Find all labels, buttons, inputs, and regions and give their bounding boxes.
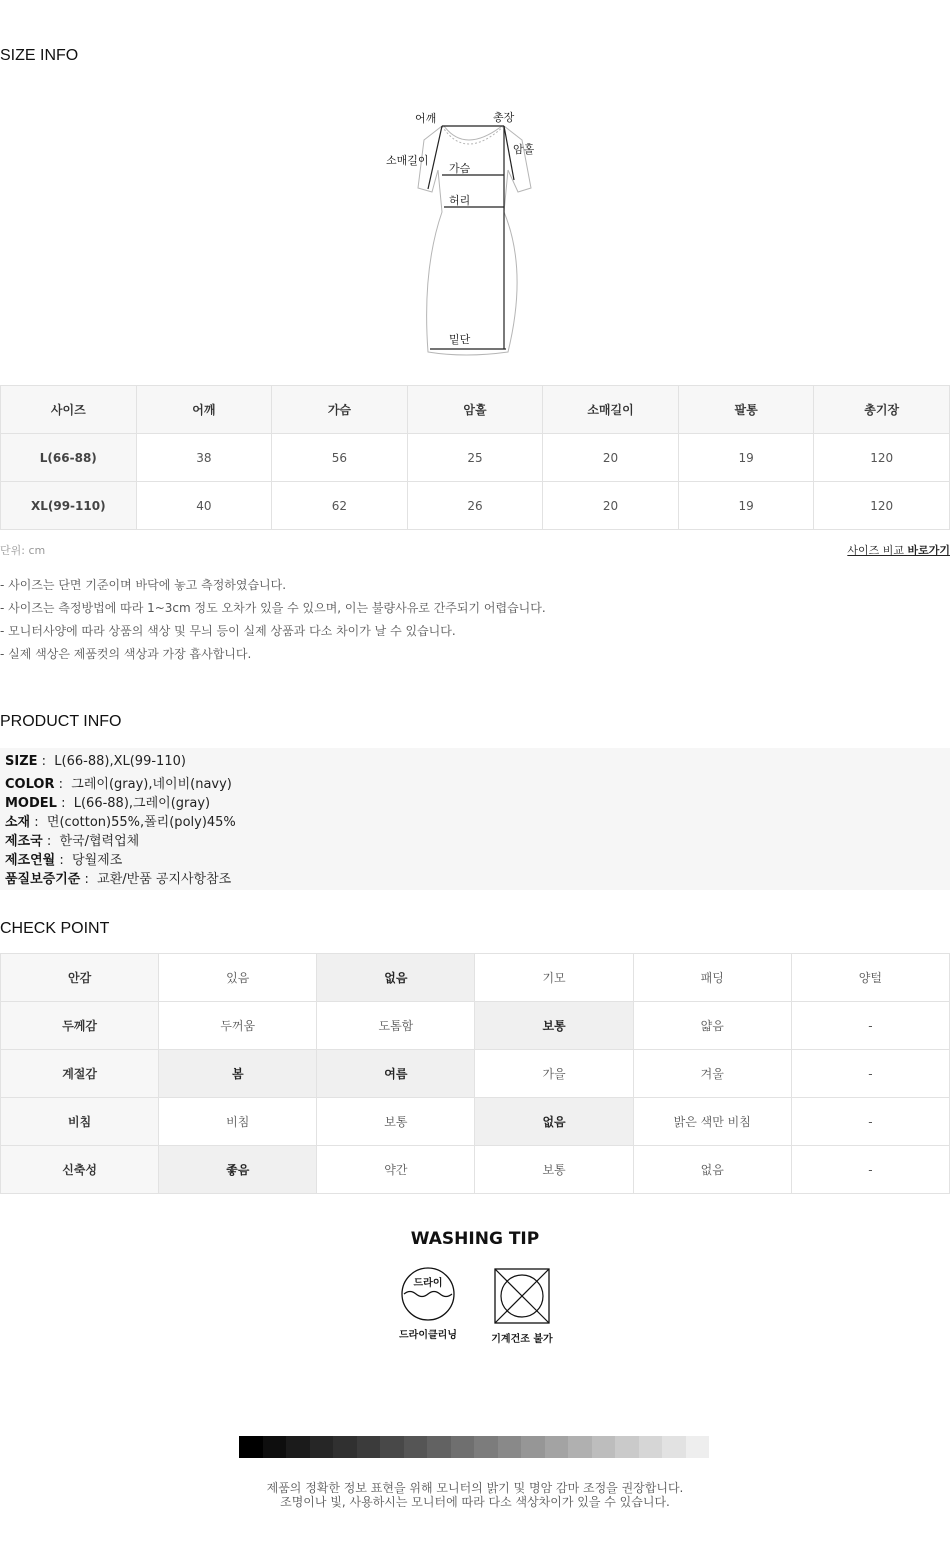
size-note: - 사이즈는 측정방법에 따라 1~3cm 정도 오차가 있을 수 있으며, 이는 불량사유로 간주되기 어렵습니다.	[0, 601, 546, 615]
diagram-label-sleeve: 소매길이	[386, 154, 429, 167]
size-table	[0, 385, 950, 530]
size-header-cell: 사이즈	[1, 386, 137, 434]
footnote-line: 조명이나 빛, 사용하시는 모니터에 따라 다소 색상차이가 있을 수 있습니다.	[280, 1495, 670, 1509]
grayscale-swatch	[521, 1436, 545, 1458]
no-tumble-dry-caption: 기계건조 불가	[491, 1334, 553, 1345]
size-header-cell: 소매길이	[543, 386, 679, 434]
check-option: -	[791, 1002, 949, 1050]
product-info-row: 소재 : 면(cotton)55%,폴리(poly)45%	[5, 815, 236, 830]
product-info-box	[0, 748, 950, 890]
dress-outline-icon	[380, 100, 550, 362]
product-info-value: 교환/반품 공지사항참조	[97, 872, 232, 887]
diagram-label-shoulder: 어깨	[415, 112, 437, 125]
product-info-value: L(66-88),XL(99-110)	[54, 754, 186, 769]
size-unit-label: 단위: cm	[0, 544, 46, 557]
check-row-label: 신축성	[1, 1146, 159, 1194]
check-row-label: 비침	[1, 1098, 159, 1146]
size-notes	[0, 574, 546, 666]
check-point-title: CHECK POINT	[0, 920, 110, 937]
product-info-label: 소재	[5, 815, 31, 830]
grayscale-calibration-bar	[239, 1436, 709, 1458]
size-compare-link-text: 사이즈 비교	[847, 544, 904, 557]
diagram-label-hem: 밑단	[449, 333, 471, 346]
size-compare-link[interactable]	[847, 542, 950, 558]
grayscale-swatch	[592, 1436, 616, 1458]
grayscale-swatch	[404, 1436, 428, 1458]
size-cell: 40	[136, 482, 272, 530]
product-info-row: 품질보증기준 : 교환/반품 공지사항참조	[5, 872, 232, 887]
product-info-label: MODEL	[5, 796, 57, 811]
size-cell: 25	[407, 434, 543, 482]
grayscale-swatch	[451, 1436, 475, 1458]
table-row	[1, 1146, 950, 1194]
check-option: 약간	[317, 1146, 475, 1194]
product-info-row: SIZE : L(66-88),XL(99-110)	[5, 754, 186, 769]
product-info-label: 품질보증기준	[5, 872, 81, 887]
grayscale-swatch	[239, 1436, 263, 1458]
size-note: - 모니터사양에 따라 상품의 색상 및 무늬 등이 실제 상품과 다소 차이가 날 수 있습니다.	[0, 624, 456, 638]
dry-clean-caption: 드라이클리닝	[399, 1330, 457, 1341]
check-option: 기모	[475, 954, 633, 1002]
table-row	[1, 1098, 950, 1146]
size-info-title: SIZE INFO	[0, 47, 79, 64]
size-cell: 20	[543, 434, 679, 482]
check-row-label: 두께감	[1, 1002, 159, 1050]
diagram-label-armhole: 암홀	[513, 143, 535, 156]
check-option: 보통	[317, 1098, 475, 1146]
size-row-label: L(66-88)	[1, 434, 137, 482]
grayscale-swatch	[357, 1436, 381, 1458]
dress-size-diagram	[380, 100, 550, 362]
grayscale-swatch	[568, 1436, 592, 1458]
check-option: 없음	[475, 1098, 633, 1146]
monitor-footnote	[0, 1481, 950, 1509]
size-header-cell: 어깨	[136, 386, 272, 434]
grayscale-swatch	[474, 1436, 498, 1458]
table-row	[1, 954, 950, 1002]
check-option: -	[791, 1050, 949, 1098]
check-option: 두꺼움	[159, 1002, 317, 1050]
dry-clean-icon	[400, 1266, 456, 1322]
size-cell: 19	[678, 482, 814, 530]
size-cell: 19	[678, 434, 814, 482]
washing-tip-title: WASHING TIP	[410, 1229, 540, 1249]
check-option: 없음	[317, 954, 475, 1002]
check-option: 좋음	[159, 1146, 317, 1194]
grayscale-swatch	[263, 1436, 287, 1458]
product-info-value: L(66-88),그레이(gray)	[73, 796, 211, 811]
check-option: 겨울	[633, 1050, 791, 1098]
check-row-label: 안감	[1, 954, 159, 1002]
size-cell: 120	[814, 482, 950, 530]
no-tumble-dry-icon	[492, 1266, 552, 1326]
size-cell: 56	[272, 434, 408, 482]
grayscale-swatch	[310, 1436, 334, 1458]
check-option: 보통	[475, 1002, 633, 1050]
product-info-row: 제조연월 : 당월제조	[5, 853, 123, 868]
product-info-title: PRODUCT INFO	[0, 713, 122, 730]
dry-clean-item	[397, 1266, 459, 1341]
diagram-label-waist: 허리	[449, 194, 471, 207]
size-note: - 실제 색상은 제품컷의 색상과 가장 흡사합니다.	[0, 647, 252, 661]
grayscale-swatch	[286, 1436, 310, 1458]
check-option: 밝은 색만 비침	[633, 1098, 791, 1146]
check-option: -	[791, 1098, 949, 1146]
product-info-value: 당월제조	[72, 853, 123, 868]
check-option: 도톰함	[317, 1002, 475, 1050]
check-option: 양털	[791, 954, 949, 1002]
size-table-header	[1, 386, 950, 434]
check-option: 있음	[159, 954, 317, 1002]
check-option: 가을	[475, 1050, 633, 1098]
check-option: 얇음	[633, 1002, 791, 1050]
product-info-label: 제조연월	[5, 853, 56, 868]
no-tumble-dry-item	[490, 1266, 554, 1345]
size-header-cell: 암홀	[407, 386, 543, 434]
product-info-label: SIZE	[5, 754, 38, 769]
size-header-cell: 가슴	[272, 386, 408, 434]
product-info-row: COLOR : 그레이(gray),네이비(navy)	[5, 777, 232, 792]
grayscale-swatch	[380, 1436, 404, 1458]
product-info-value: 한국/협력업체	[59, 834, 140, 849]
grayscale-swatch	[427, 1436, 451, 1458]
product-info-label: COLOR	[5, 777, 55, 792]
size-row-label: XL(99-110)	[1, 482, 137, 530]
check-point-table	[0, 953, 950, 1194]
check-option: 패딩	[633, 954, 791, 1002]
product-info-label: 제조국	[5, 834, 43, 849]
size-header-cell: 총기장	[814, 386, 950, 434]
product-info-row: MODEL : L(66-88),그레이(gray)	[5, 796, 211, 811]
check-row-label: 계절감	[1, 1050, 159, 1098]
product-info-row: 제조국 : 한국/협력업체	[5, 834, 140, 849]
diagram-label-length: 총장	[493, 111, 515, 124]
grayscale-swatch	[498, 1436, 522, 1458]
size-cell: 20	[543, 482, 679, 530]
product-info-value: 면(cotton)55%,폴리(poly)45%	[46, 815, 236, 830]
size-note: - 사이즈는 단면 기준이며 바닥에 놓고 측정하였습니다.	[0, 578, 287, 592]
grayscale-swatch	[639, 1436, 663, 1458]
grayscale-swatch	[686, 1436, 710, 1458]
grayscale-swatch	[662, 1436, 686, 1458]
size-cell: 62	[272, 482, 408, 530]
size-cell: 38	[136, 434, 272, 482]
table-row	[1, 1002, 950, 1050]
check-option: -	[791, 1146, 949, 1194]
footnote-line: 제품의 정확한 정보 표현을 위해 모니터의 밝기 및 명암 감마 조정을 권장합니다.	[266, 1481, 684, 1495]
check-option: 여름	[317, 1050, 475, 1098]
check-option: 비침	[159, 1098, 317, 1146]
grayscale-swatch	[333, 1436, 357, 1458]
diagram-label-chest: 가슴	[449, 162, 471, 175]
check-option: 봄	[159, 1050, 317, 1098]
size-header-cell: 팔통	[678, 386, 814, 434]
table-row	[1, 482, 950, 530]
check-option: 보통	[475, 1146, 633, 1194]
grayscale-swatch	[545, 1436, 569, 1458]
grayscale-swatch	[615, 1436, 639, 1458]
table-row	[1, 1050, 950, 1098]
dry-clean-icon-text: 드라이	[413, 1278, 443, 1289]
table-row	[1, 434, 950, 482]
size-compare-link-bold: 바로가기	[907, 544, 950, 557]
check-option: 없음	[633, 1146, 791, 1194]
product-info-value: 그레이(gray),네이비(navy)	[71, 777, 232, 792]
size-cell: 120	[814, 434, 950, 482]
size-cell: 26	[407, 482, 543, 530]
